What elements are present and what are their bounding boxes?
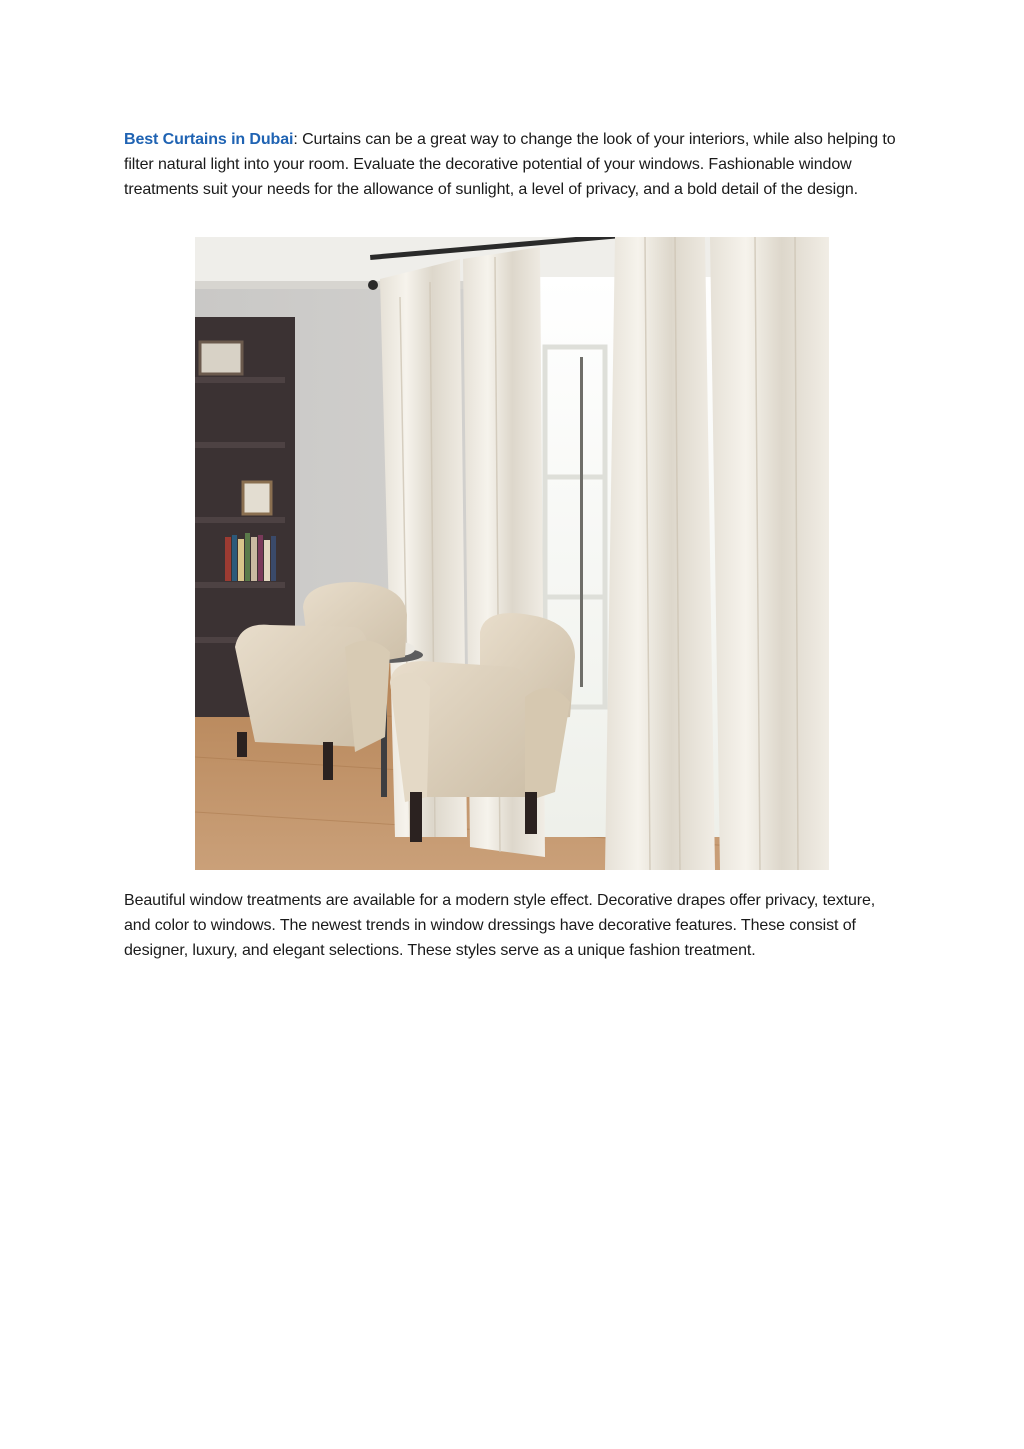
intro-lead-link[interactable]: Best Curtains in Dubai xyxy=(124,131,294,148)
body-paragraph: Beautiful window treatments are available for a modern style effect. Decorative drapes offer privacy, texture, and color to windows. The newest trends in window dressings have decorative features. These consist of designer, luxury, and elegant selections. These styles serve as a unique fashion treatment. xyxy=(124,892,876,959)
intro-text: : Curtains can be a great way to change the look of your interiors, while also helping to filter natural light into your room. Evaluate the decorative potential of your windows. Fashionable window treatments suit your needs for the allowance of sunlight, a level of privacy, and a bold detail of the design. xyxy=(124,131,896,198)
intro-paragraph xyxy=(124,127,904,202)
living-room-curtains-armchairs-photo xyxy=(195,237,829,870)
